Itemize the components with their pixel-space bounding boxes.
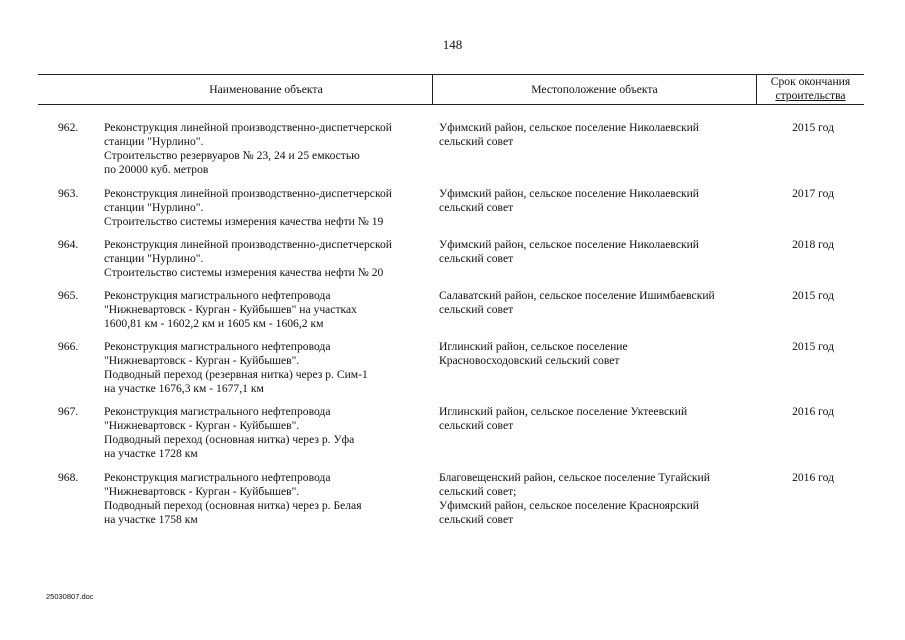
object-name-line: станции "Нурлино". bbox=[104, 201, 204, 214]
object-location bbox=[439, 340, 759, 368]
object-name bbox=[104, 289, 434, 331]
object-name-line: Подводный переход (резервная нитка) через р. Сим-1 bbox=[104, 368, 368, 381]
object-name-line: станции "Нурлино". bbox=[104, 252, 204, 265]
row-number: 963. bbox=[58, 187, 79, 200]
object-name-line: Строительство системы измерения качества нефти № 19 bbox=[104, 215, 384, 228]
object-name-line: "Нижневартовск - Курган - Куйбышев". bbox=[104, 354, 300, 367]
object-location-line: сельский совет; bbox=[439, 485, 517, 498]
table-header-top-rule bbox=[38, 74, 864, 75]
completion-year: 2015 год bbox=[792, 340, 834, 353]
column-header-location: Местоположение объекта bbox=[531, 83, 658, 96]
completion-year: 2016 год bbox=[792, 471, 834, 484]
object-name bbox=[104, 471, 434, 527]
row-number: 965. bbox=[58, 289, 79, 302]
object-name-line: Строительство системы измерения качества нефти № 20 bbox=[104, 266, 384, 279]
column-header-term bbox=[757, 75, 864, 103]
object-name bbox=[104, 238, 434, 280]
object-name-line: Реконструкция магистрального нефтепровода bbox=[104, 405, 331, 418]
object-location-line: Иглинский район, сельское поселение bbox=[439, 340, 628, 353]
object-name-line: на участке 1676,3 км - 1677,1 км bbox=[104, 382, 264, 395]
document-filename: 25030807.doc bbox=[46, 592, 94, 601]
object-name bbox=[104, 340, 434, 396]
object-name-line: на участке 1728 км bbox=[104, 447, 198, 460]
completion-year: 2015 год bbox=[792, 289, 834, 302]
object-name-line: Реконструкция магистрального нефтепровода bbox=[104, 471, 331, 484]
object-name-line: 1600,81 км - 1602,2 км и 1605 км - 1606,2 км bbox=[104, 317, 324, 330]
object-location-line: Уфимский район, сельское поселение Николаевский bbox=[439, 121, 700, 134]
object-location bbox=[439, 289, 759, 317]
completion-year: 2017 год bbox=[792, 187, 834, 200]
completion-year: 2018 год bbox=[792, 238, 834, 251]
object-location bbox=[439, 187, 759, 215]
object-name-line: по 20000 куб. метров bbox=[104, 163, 209, 176]
object-location bbox=[439, 405, 759, 433]
object-name-line: Реконструкция магистрального нефтепровода bbox=[104, 340, 331, 353]
object-location-line: сельский совет bbox=[439, 513, 514, 526]
object-name-line: Подводный переход (основная нитка) через р. Уфа bbox=[104, 433, 355, 446]
column-header-name: Наименование объекта bbox=[209, 83, 323, 96]
object-location-line: сельский совет bbox=[439, 135, 514, 148]
object-name-line: Реконструкция линейной производственно-диспетчерской bbox=[104, 121, 393, 134]
object-location-line: Уфимский район, сельское поселение Николаевский bbox=[439, 187, 700, 200]
object-name-line: на участке 1758 км bbox=[104, 513, 198, 526]
row-number: 967. bbox=[58, 405, 79, 418]
object-location-line: Красновосходовский сельский совет bbox=[439, 354, 620, 367]
object-location-line: сельский совет bbox=[439, 201, 514, 214]
object-location-line: Салаватский район, сельское поселение Ишимбаевский bbox=[439, 289, 715, 302]
object-location-line: Иглинский район, сельское поселение Уктеевский bbox=[439, 405, 688, 418]
page-number: 148 bbox=[442, 37, 463, 52]
object-name bbox=[104, 121, 434, 177]
completion-year: 2016 год bbox=[792, 405, 834, 418]
object-name-line: Реконструкция линейной производственно-диспетчерской bbox=[104, 187, 393, 200]
column-header-term-line1: Срок окончания bbox=[770, 75, 851, 88]
object-location bbox=[439, 471, 759, 527]
object-name-line: Строительство резервуаров № 23, 24 и 25 емкостью bbox=[104, 149, 360, 162]
object-name-line: "Нижневартовск - Курган - Куйбышев" на участках bbox=[104, 303, 357, 316]
object-name-line: Реконструкция линейной производственно-диспетчерской bbox=[104, 238, 393, 251]
object-name-line: "Нижневартовск - Курган - Куйбышев". bbox=[104, 419, 300, 432]
column-header-term-line2: строительства bbox=[775, 89, 846, 102]
object-name bbox=[104, 187, 434, 229]
object-location-line: Благовещенский район, сельское поселение Тугайский bbox=[439, 471, 710, 484]
object-location-line: сельский совет bbox=[439, 419, 514, 432]
object-name bbox=[104, 405, 434, 461]
row-number: 966. bbox=[58, 340, 79, 353]
object-name-line: Реконструкция магистрального нефтепровода bbox=[104, 289, 331, 302]
table-header-bottom-rule bbox=[38, 104, 864, 105]
object-location-line: Уфимский район, сельское поселение Николаевский bbox=[439, 238, 700, 251]
row-number: 964. bbox=[58, 238, 79, 251]
object-location bbox=[439, 121, 759, 149]
completion-year: 2015 год bbox=[792, 121, 834, 134]
object-location-line: сельский совет bbox=[439, 252, 514, 265]
object-name-line: станции "Нурлино". bbox=[104, 135, 204, 148]
object-location-line: сельский совет bbox=[439, 303, 514, 316]
row-number: 962. bbox=[58, 121, 79, 134]
row-number: 968. bbox=[58, 471, 79, 484]
object-name-line: "Нижневартовск - Курган - Куйбышев". bbox=[104, 485, 300, 498]
object-location-line: Уфимский район, сельское поселение Красноярский bbox=[439, 499, 699, 512]
object-name-line: Подводный переход (основная нитка) через р. Белая bbox=[104, 499, 362, 512]
object-location bbox=[439, 238, 759, 266]
